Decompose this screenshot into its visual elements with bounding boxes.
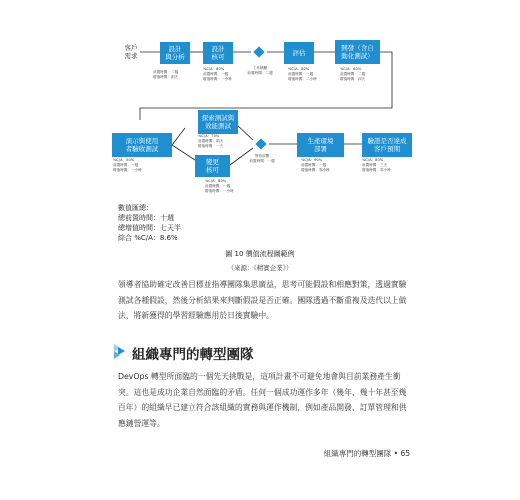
figure-caption: 圖 10 價值流程圖範例 [225, 250, 295, 258]
evaluation-metrics: %C/A：80% 前置時間：一週 增值時間：二小時 [288, 67, 317, 82]
development-box: 開發（含自 動化測試） [335, 40, 380, 64]
heading-arrow-icon [113, 343, 129, 359]
production-deploy-metrics: %C/A：90% 前置時間：一週 增值時間：零小時 [301, 158, 330, 173]
paragraph-2: DevOps 轉型所面臨的一個先天挑戰是，這項計畫不可避免地會與目前業務產生衝突。這也是成功企業自然面臨的矛盾。任何一個成功運作多年（幾年、幾十年甚至幾百年）的組織早已建立符合該組織的實務與運作機制，例如產品開發、訂單管理和供應鏈營運等。 [118, 372, 407, 428]
exploratory-performance-test-box: 探索測試與 效能測試 [198, 110, 238, 134]
backlog-label: 工作積壓 前置時間：二週 [247, 66, 273, 75]
exploratory-test-metrics: %C/A：75% 前置時間：兩天 增值時間：一天 [198, 134, 224, 149]
production-deploy-box: 生產環境 部署 [297, 133, 344, 157]
demo-uat-metrics: %C/A：50% 前置時間：一週 增值時間：一小時 [113, 158, 142, 173]
verify-expectations-metrics: %C/A：80% 前置時間：三天 增值時間：零小時 [362, 158, 391, 173]
verify-expectations-box: 驗證是否達成 客戶預期 [362, 133, 412, 157]
customer-demand-label: 客戶 需求 [124, 44, 138, 60]
demo-uat-box: 演示與使用 者驗收測試 [112, 133, 172, 157]
design-approval-box: 設計 核可 [203, 42, 233, 64]
design-approval-metrics: %C/A：80% 前置時間：一週 增值時間：一小時 [203, 67, 232, 82]
awaiting-deploy-label: 等待部署 前置時間：一週 [249, 154, 275, 163]
evaluation-box: 評估 [284, 42, 314, 64]
development-metrics: %C/A：60% 前置時間：二週 增值時間：四天 [340, 67, 366, 82]
paragraph-1: 領導者協助確定改善目標並指導團隊集思廣益，思考可能假設和相應對策，透過實驗測試各種假設，然後分析結果來判斷假設是否正確。團隊透過不斷重複及迭代以上做法，將新獲得的學習經驗應用於日後實驗中。 [118, 280, 407, 320]
change-approval-metrics: %C/A：80% 前置時間：一週 增值時間：一小時 [205, 179, 234, 194]
design-analysis-box: 設計 與分析 [160, 42, 190, 64]
design-analysis-metrics: 前置時間：二週 增值時間：兩天 [153, 70, 179, 80]
section-heading: 組織專門的轉型團隊 [132, 347, 254, 363]
page-footer: 組織專門的轉型團隊 • 65 [323, 449, 410, 458]
change-approval-box: 變更 核可 [195, 155, 230, 177]
value-summary: 數值匯總： 總前置時間：十週 總增值時間：七天半 綜合 %C/A：8.6% [118, 204, 181, 242]
figure-source: （來源：《精實企業》） [227, 264, 293, 272]
